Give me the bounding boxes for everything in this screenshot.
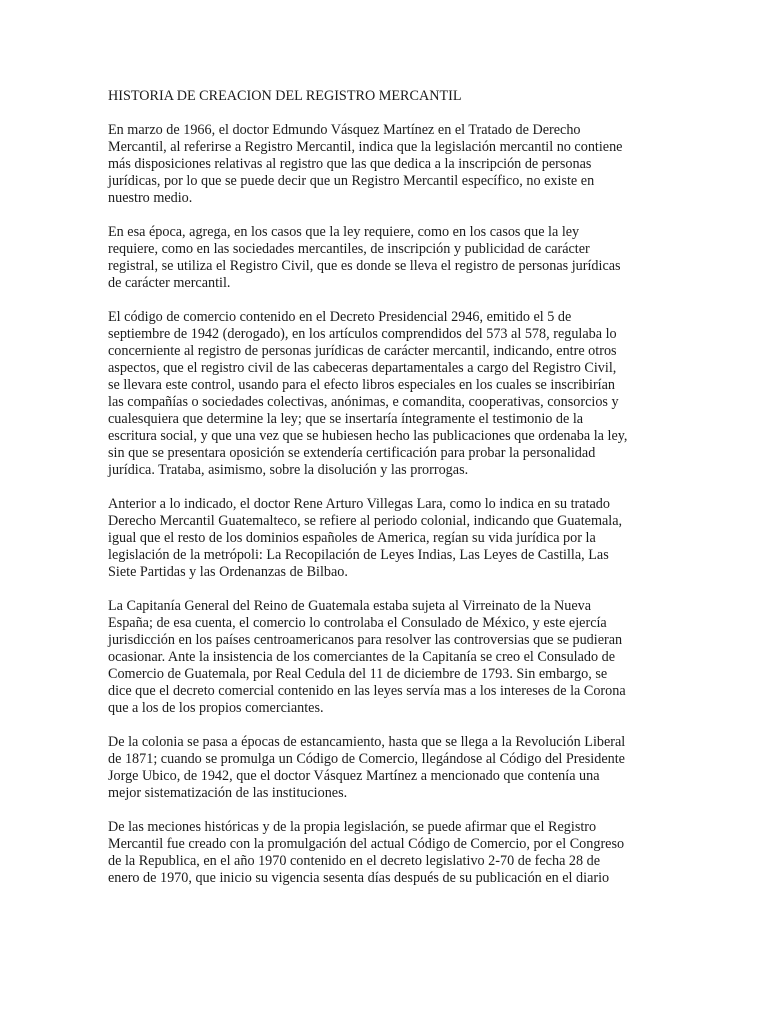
text-line: Comercio de Guatemala, por Real Cedula del 11 de diciembre de 1793. Sin embargo, se	[108, 666, 608, 682]
text-line: Siete Partidas y las Ordenanzas de Bilbao.	[108, 564, 348, 580]
text-line: se llevara este control, usando para el efecto libros especiales en los cuales se inscribirían	[108, 377, 616, 393]
text-line: ocasionar. Ante la insistencia de los comerciantes de la Capitanía se creo el Consulado de	[108, 649, 616, 665]
text-line: jurisdicción en los países centroamericanos para resolver las controversias que se pudieran	[108, 632, 623, 648]
text-line: En esa época, agrega, en los casos que la ley requiere, como en los casos que la ley	[108, 224, 580, 240]
text-line: igual que el resto de los dominios españoles de America, regían su vida jurídica por la	[108, 530, 596, 546]
text-line: requiere, como en las sociedades mercantiles, de inscripción y publicidad de carácter	[108, 241, 590, 257]
text-line: legislación de la metrópoli: La Recopilación de Leyes Indias, Las Leyes de Castilla, Las	[108, 547, 609, 563]
text-line: De las meciones históricas y de la propia legislación, se puede afirmar que el Registro	[108, 819, 597, 835]
paragraph	[108, 309, 660, 479]
paragraph	[108, 224, 660, 292]
text-line: las compañías o sociedades colectivas, anónimas, e comandita, cooperativas, consorcios y	[108, 394, 619, 410]
text-line: dice que el decreto comercial contenido en las leyes servía mas a los intereses de la Corona	[108, 683, 626, 699]
text-line: enero de 1970, que inicio su vigencia sesenta días después de su publicación en el diario	[108, 870, 610, 886]
text-line: La Capitanía General del Reino de Guatemala estaba sujeta al Virreinato de la Nueva	[108, 598, 592, 614]
text-line: concerniente al registro de personas jurídicas de carácter mercantil, indicando, entre otros	[108, 343, 617, 359]
text-line: De la colonia se pasa a épocas de estancamiento, hasta que se llega a la Revolución Liberal	[108, 734, 626, 750]
text-line: En marzo de 1966, el doctor Edmundo Vásquez Martínez en el Tratado de Derecho	[108, 122, 581, 138]
text-line: sin que se presentara oposición se extendería certificación para probar la personalidad	[108, 445, 596, 461]
text-line: El código de comercio contenido en el Decreto Presidencial 2946, emitido el 5 de	[108, 309, 572, 325]
text-line: cualesquiera que determine la ley; que se insertaría íntegramente el testimonio de la	[108, 411, 584, 427]
text-line: escritura social, y que una vez que se hubiesen hecho las publicaciones que ordenaba la ley,	[108, 428, 628, 444]
text-line: nuestro medio.	[108, 190, 193, 206]
text-line: de 1871; cuando se promulga un Código de Comercio, llegándose al Código del Presidente	[108, 751, 625, 767]
text-line: Jorge Ubico, de 1942, que el doctor Vásquez Martínez a mencionado que contenía una	[108, 768, 600, 784]
document-title: HISTORIA DE CREACION DEL REGISTRO MERCANTIL	[108, 88, 462, 104]
text-line: Derecho Mercantil Guatemalteco, se refiere al periodo colonial, indicando que Guatemala,	[108, 513, 623, 529]
text-line: que a los de los propios comerciantes.	[108, 700, 324, 716]
paragraph-list	[108, 122, 660, 887]
text-line: registral, se utiliza el Registro Civil, que es donde se lleva el registro de personas jurídicas	[108, 258, 621, 274]
paragraph	[108, 819, 660, 887]
text-line: de carácter mercantil.	[108, 275, 231, 291]
text-line: España; de esa cuenta, el comercio lo controlaba el Consulado de México, y este ejercía	[108, 615, 607, 631]
text-line: más disposiciones relativas al registro que las que dedica a la inscripción de personas	[108, 156, 592, 172]
text-line: de la Republica, en el año 1970 contenido en el decreto legislativo 2-70 de fecha 28 de	[108, 853, 601, 869]
text-line: aspectos, que el registro civil de las cabeceras departamentales a cargo del Registro Civil,	[108, 360, 617, 376]
document-body	[108, 88, 660, 904]
text-line: Anterior a lo indicado, el doctor Rene Arturo Villegas Lara, como lo indica en su tratado	[108, 496, 610, 512]
paragraph	[108, 496, 660, 581]
text-line: jurídicas, por lo que se puede decir que un Registro Mercantil específico, no existe en	[108, 173, 595, 189]
text-line: septiembre de 1942 (derogado), en los artículos comprendidos del 573 al 578, regulaba lo	[108, 326, 617, 342]
text-line: Mercantil, al referirse a Registro Mercantil, indica que la legislación mercantil no contiene	[108, 139, 623, 155]
text-line: jurídica. Trataba, asimismo, sobre la disolución y las prorrogas.	[108, 462, 469, 478]
text-line: mejor sistematización de las instituciones.	[108, 785, 348, 801]
text-line: Mercantil fue creado con la promulgación del actual Código de Comercio, por el Congreso	[108, 836, 625, 852]
paragraph	[108, 122, 660, 207]
paragraph	[108, 598, 660, 717]
paragraph	[108, 734, 660, 802]
